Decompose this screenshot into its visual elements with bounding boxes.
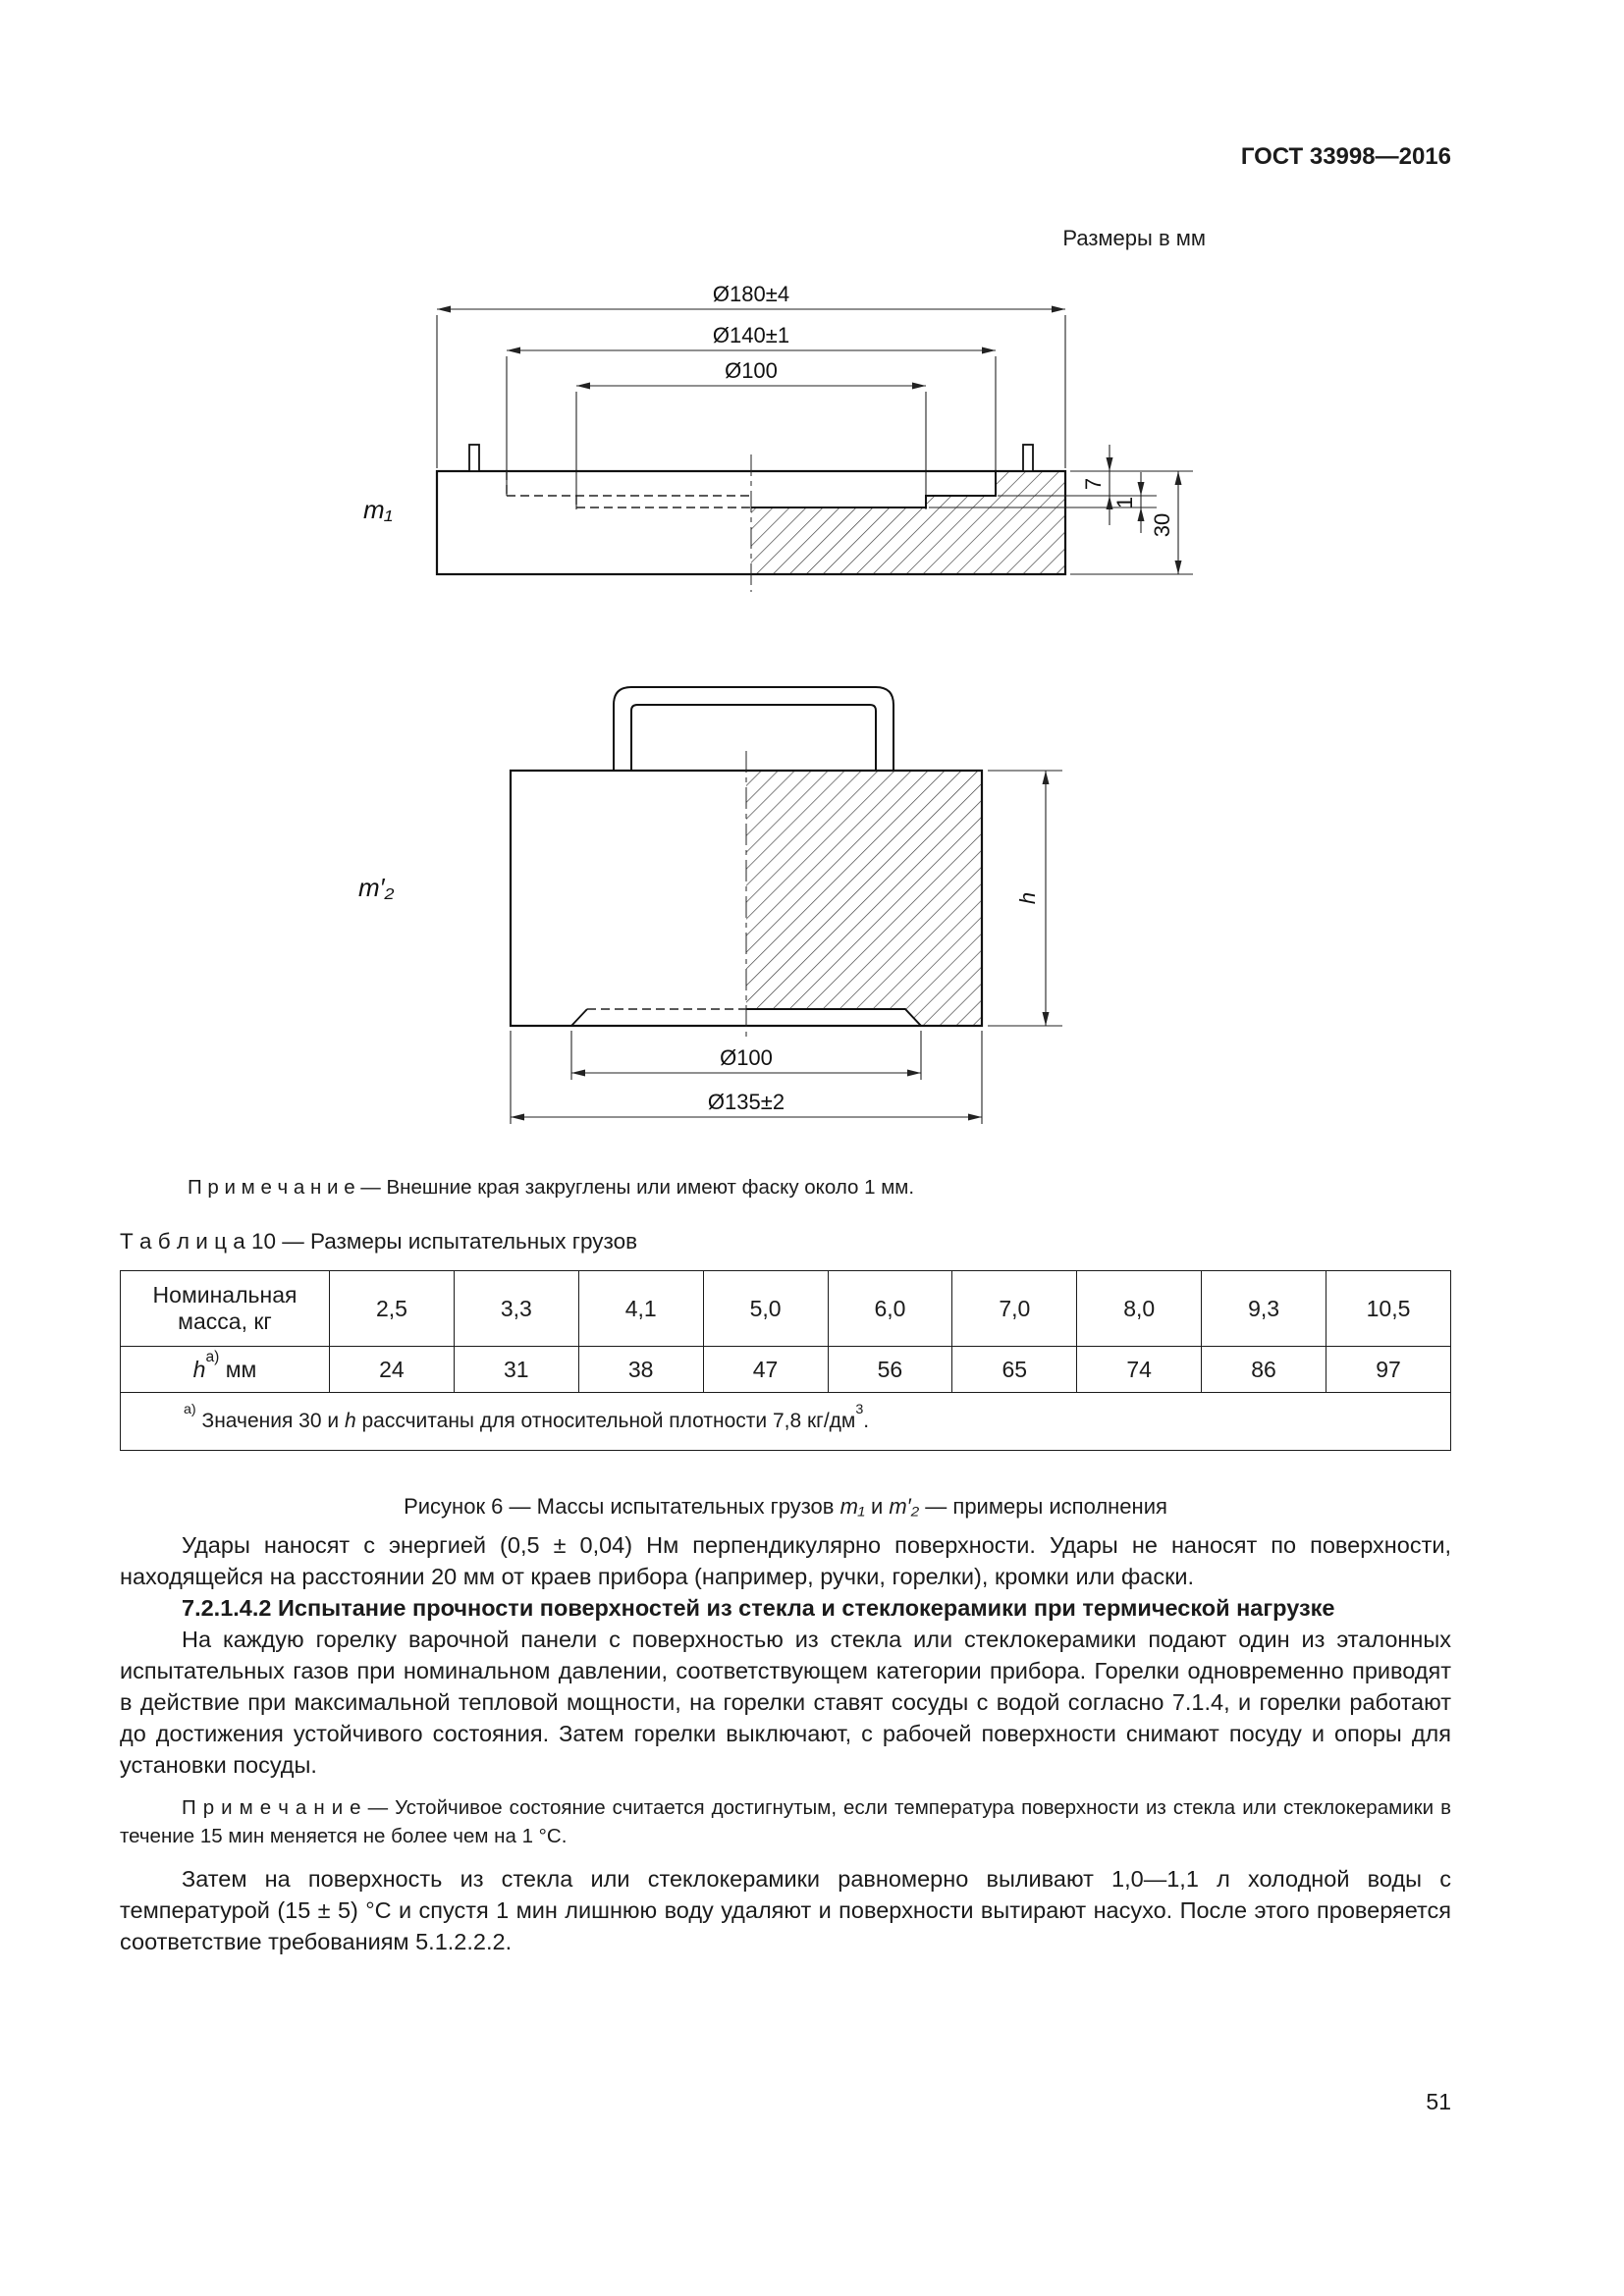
body-text bbox=[120, 1529, 1451, 1957]
page-number: 51 bbox=[1426, 2089, 1451, 2114]
table-cell: 86 bbox=[1202, 1347, 1326, 1393]
caption-text: и bbox=[864, 1494, 890, 1519]
table-cell: 47 bbox=[703, 1347, 828, 1393]
table-cell: 65 bbox=[952, 1347, 1077, 1393]
table-cell: 6,0 bbox=[828, 1271, 952, 1347]
dimension-label-d180: Ø180±4 bbox=[712, 282, 790, 306]
table-cell: 10,5 bbox=[1326, 1271, 1451, 1347]
hidden-recess-lines bbox=[507, 471, 751, 507]
paragraph-water-test: Затем на поверхность из стекла или стеклокерамики равномерно выливают 1,0—1,1 л холодной воды с температурой (15 ± 5) °С и спустя 1 мин лишнюю воду удаляют и поверхности вытирают насухо. После этого проверяется соответствие требованиям 5.1.2.2.2. bbox=[120, 1866, 1451, 1954]
pin-left bbox=[469, 445, 479, 471]
table-cell: 5,0 bbox=[703, 1271, 828, 1347]
section-hatch-area bbox=[746, 771, 982, 1026]
note-steady-state: П р и м е ч а н и е — Устойчивое состояние считается достигнутым, если температура поверхности из стекла или стеклокерамики в течение 15 мин меняется не более чем на 1 °С. bbox=[120, 1796, 1451, 1847]
table-test-weights bbox=[120, 1270, 1451, 1451]
table-cell: 3,3 bbox=[454, 1271, 578, 1347]
dimension-label-1: 1 bbox=[1112, 496, 1137, 509]
caption-text: Рисунок 6 — Массы испытательных грузов bbox=[404, 1494, 840, 1519]
row-header-h bbox=[121, 1347, 330, 1393]
figure-caption bbox=[120, 1494, 1451, 1520]
caption-m1: m₁ bbox=[839, 1494, 865, 1519]
handle-outline bbox=[614, 687, 893, 771]
dimension-label-d140: Ø140±1 bbox=[712, 323, 790, 347]
clause-heading-7-2-1-4-2: 7.2.1.4.2 Испытание прочности поверхностей из стекла и стеклокерамики при термической нагрузке bbox=[182, 1595, 1335, 1621]
table-cell: 8,0 bbox=[1077, 1271, 1202, 1347]
table-cell: 38 bbox=[578, 1347, 703, 1393]
pin-right bbox=[1023, 445, 1033, 471]
figure-note: П р и м е ч а н и е — Внешние края закруглены или имеют фаску около 1 мм. bbox=[188, 1176, 915, 1199]
table-cell: 9,3 bbox=[1202, 1271, 1326, 1347]
figure-weight-m1-drawing bbox=[334, 280, 1267, 604]
paragraph-burner-test: На каждую горелку варочной панели с поверхностью из стекла или стеклокерамики подают один из эталонных испытательных газов при номинальном давлении, соответствующем категории прибора. Горелки одновременно приводят в действие при максимальной тепловой мощности, на горелки ставят сосуды с водой согласно 7.1.4, и горелки работают до достижения устойчивого состояния. Затем горелки выключают, с рабочей поверхности снимают посуду и опоры для установки посуды. bbox=[120, 1627, 1451, 1778]
table-row-mass bbox=[121, 1271, 1451, 1347]
weight-m2-label: m′₂ bbox=[358, 873, 395, 902]
dimension-label-d135: Ø135±2 bbox=[707, 1090, 785, 1114]
table-cell: 2,5 bbox=[330, 1271, 455, 1347]
table-row-height bbox=[121, 1347, 1451, 1393]
table-footnote-row bbox=[121, 1393, 1451, 1451]
footnote-marker: a) bbox=[205, 1348, 220, 1365]
paragraph-impact: Удары наносят с энергией (0,5 ± 0,04) Нм перпендикулярно поверхности. Удары не наносят по поверхности, находящейся на расстоянии 20 мм от краев прибора (например, ручки, горелки), кромки или фаски. bbox=[120, 1532, 1451, 1589]
footnote-text: рассчитаны для относительной плотности 7,8 кг/дм bbox=[355, 1410, 856, 1432]
table-cell: 24 bbox=[330, 1347, 455, 1393]
weight-m1-label: m₁ bbox=[363, 495, 393, 524]
section-hatch-area bbox=[751, 471, 1065, 574]
table-cell: 4,1 bbox=[578, 1271, 703, 1347]
section-profile-line bbox=[746, 1009, 921, 1026]
table-cell: 7,0 bbox=[952, 1271, 1077, 1347]
dimension-height-h bbox=[988, 771, 1062, 1026]
dimension-diameter-100 bbox=[576, 358, 926, 509]
dimension-label-d100: Ø100 bbox=[720, 1045, 773, 1070]
table-title: Т а б л и ц а 10 — Размеры испытательных грузов bbox=[120, 1229, 638, 1254]
footnote-text: Значения 30 и bbox=[195, 1410, 345, 1432]
page-header-gost-number: ГОСТ 33998—2016 bbox=[1240, 143, 1451, 170]
chamfer-left bbox=[571, 1009, 587, 1026]
caption-m2: m′₂ bbox=[889, 1494, 920, 1519]
h-unit: мм bbox=[219, 1356, 257, 1382]
figure-weight-m2-drawing bbox=[334, 648, 1267, 1158]
table-cell: 74 bbox=[1077, 1347, 1202, 1393]
table-cell: 31 bbox=[454, 1347, 578, 1393]
dimension-label-7: 7 bbox=[1081, 477, 1106, 491]
h-symbol: h bbox=[344, 1410, 356, 1432]
h-symbol: h bbox=[192, 1356, 206, 1382]
dimension-label-d100: Ø100 bbox=[725, 358, 778, 383]
footnote-marker: a) bbox=[184, 1401, 196, 1417]
caption-text: — примеры исполнения bbox=[919, 1494, 1167, 1519]
table-cell: 97 bbox=[1326, 1347, 1451, 1393]
dimension-label-30: 30 bbox=[1150, 512, 1174, 538]
table-cell: 56 bbox=[828, 1347, 952, 1393]
dimension-diameter-100 bbox=[571, 1031, 921, 1080]
footnote-text: . bbox=[863, 1410, 870, 1432]
dimension-label-h: h bbox=[1015, 891, 1040, 905]
superscript-3: 3 bbox=[855, 1401, 864, 1417]
table-footnote bbox=[121, 1393, 1451, 1451]
row-header-mass: Номинальная масса, кг bbox=[121, 1271, 330, 1347]
dimensions-unit-note: Размеры в мм bbox=[1062, 226, 1206, 250]
